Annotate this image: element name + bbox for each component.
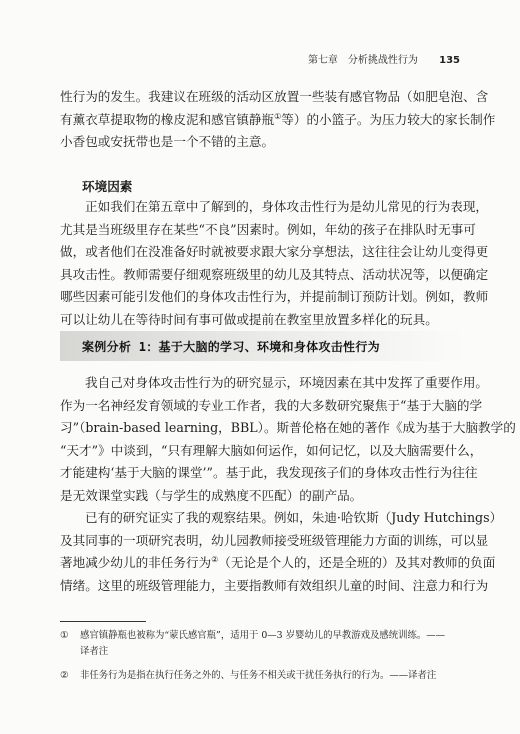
text-line: 才能建构‘基于大脑的课堂’”。基于此，我发现孩子们的身体攻击性行为往往 [60, 465, 478, 480]
text-line: 哪些因素可能引发他们的身体攻击性行为，并提前制订预防计划。例如，教师 [60, 289, 489, 304]
case-study-banner [60, 331, 465, 361]
page-number: 135 [439, 55, 460, 66]
text-line: 尤其是当班级里存在某些“不良”因素时。例如，年幼的孩子在排队时无事可 [60, 221, 476, 237]
text-line: “天才”》中谈到，“只有理解大脑如何运作，如何记忆，以及大脑需要什么， [60, 442, 483, 458]
text-line: 习”（brain-based learning，BBL）。斯普伦格在她的著作《成为基于大脑教学的 [60, 420, 516, 435]
text-line: 是无效课堂实践（与学生的成熟度不匹配）的副产品。 [60, 487, 363, 503]
text-line: 小香包或安抚带也是一个不错的主意。 [60, 134, 275, 149]
text-segment: 著地减少幼儿的非任务行为 [60, 555, 212, 570]
footnote-2 [60, 668, 470, 684]
text-line: 正如我们在第五章中了解到的，身体攻击性行为是幼儿常见的行为表现， [85, 199, 488, 214]
text-line: 我自己对身体攻击性行为的研究显示，环境因素在其中发挥了重要作用。 [85, 375, 488, 390]
text-line: 及其同事的一项研究表明，幼儿园教师接受班级管理能力方面的训练，可以显 [60, 532, 489, 548]
paragraph-4 [60, 507, 503, 597]
section-heading: 环境因素 [82, 179, 133, 194]
footnote-marker-1: ① [274, 111, 282, 121]
text-segment: 等）的小篮子。为压力较大的家长制作 [281, 111, 496, 127]
running-header [308, 51, 460, 66]
text-line: 情绪。这里的班级管理能力，主要指教师有效组织儿童的时间、注意力和行为 [60, 577, 489, 593]
text-segment: 有薰衣草提取物的橡皮泥和感官镇静瓶 [60, 111, 275, 127]
case-study-title: 案例分析 1：基于大脑的学习、环境和身体攻击性行为 [82, 340, 380, 354]
text-line [60, 109, 496, 132]
footnote-line [60, 628, 470, 644]
footnote-number: ① [60, 630, 69, 641]
text-line: 做，或者他们在没准备好时就被要求跟大家分享想法，这往往会让幼儿变得更 [60, 244, 489, 259]
footnote-text: 非任务行为是指在执行任务之外的、与任务不相关或干扰任务执行的行为。——译者注 [80, 670, 437, 681]
footnote-divider [60, 621, 146, 622]
footnote-marker-2: ② [211, 554, 219, 564]
footnote-1 [60, 628, 470, 660]
footnote-text: 感官镇静瓶也被称为“蒙氏感官瓶”，适用于 0—3 岁婴幼儿的早教游戏及感统训练。—— [80, 630, 445, 641]
paragraph-3 [60, 372, 516, 507]
text-line: 性行为的发生。我建议在班级的活动区放置一些装有感官物品（如肥皂泡、含 [60, 89, 489, 104]
footnote-number: ② [60, 670, 69, 681]
footnote-text-continued: 译者注 [80, 646, 109, 657]
text-line: 可以让幼儿在等待时间有事可做或提前在教室里放置多样化的玩具。 [60, 311, 438, 327]
text-line: 已有的研究证实了我的观察结果。例如，朱迪·哈钦斯（Judy Hutchings） [85, 510, 503, 525]
text-line [60, 552, 496, 575]
chapter-title: 第七章 分析挑战性行为 [307, 55, 418, 66]
text-line: 具攻击性。教师需要仔细观察班级里的幼儿及其特点、活动状况等，以便确定 [60, 266, 489, 282]
text-line: 作为一名神经发育领域的专业工作者，我的大多数研究聚焦于“基于大脑的学 [60, 397, 483, 413]
paragraph-1 [60, 86, 496, 154]
paragraph-2 [60, 196, 489, 331]
footnote-line [60, 668, 470, 684]
text-segment: （无论是个人的，还是全班的）及其对教师的负面 [218, 555, 496, 570]
